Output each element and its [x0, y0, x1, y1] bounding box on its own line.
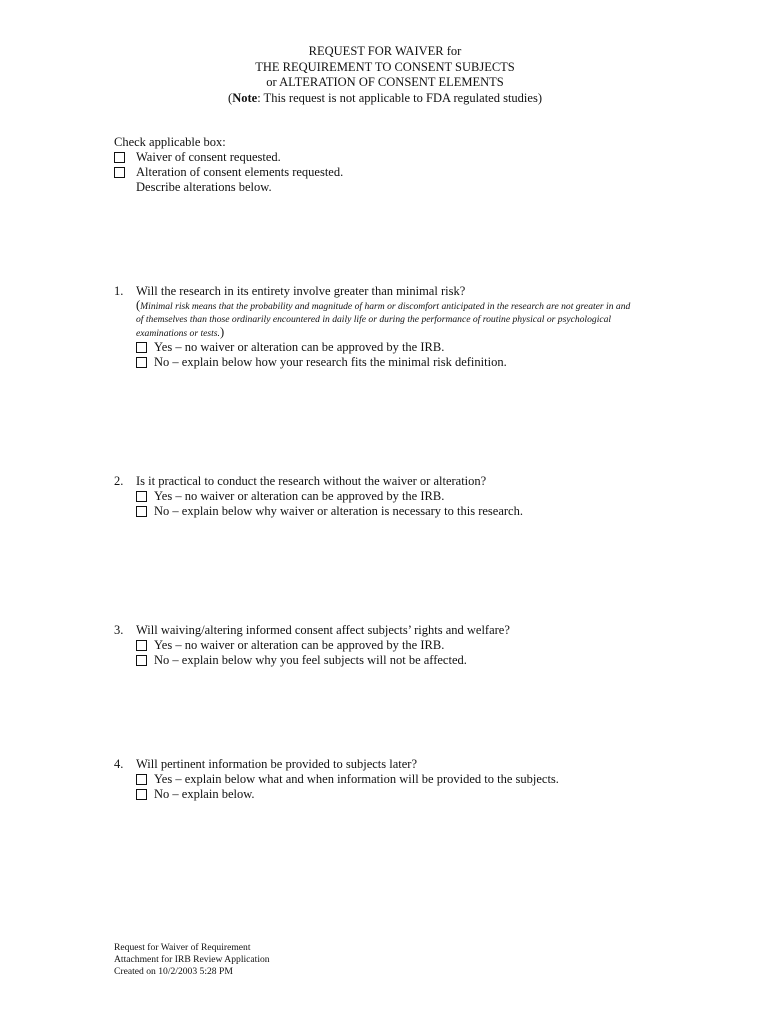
minimal-risk-note-line-2: of themselves than those ordinarily encountered in daily life or during the performance of routine physical or psychological — [136, 314, 612, 325]
question-4-number: 4. — [114, 757, 124, 771]
minimal-risk-note-line-1: (Minimal risk means that the probability and magnitude of harm or discomfort anticipated in the research are not greater in and — [136, 298, 631, 312]
question-1-number: 1. — [114, 284, 124, 298]
describe-alterations-text: Describe alterations below. — [136, 180, 272, 194]
question-2-yes-checkbox[interactable] — [136, 491, 147, 502]
alteration-checkbox[interactable] — [114, 167, 125, 178]
header-note-open: ( — [228, 90, 233, 105]
header-note — [0, 91, 770, 107]
question-3-no-checkbox[interactable] — [136, 655, 147, 666]
title-line-1: REQUEST FOR WAIVER for — [308, 44, 462, 58]
question-1-yes-checkbox[interactable] — [136, 342, 147, 353]
question-3-yes-checkbox[interactable] — [136, 640, 147, 651]
footer-line-2: Attachment for IRB Review Application — [114, 954, 270, 965]
question-3-yes-label: Yes – no waiver or alteration can be approved by the IRB. — [154, 638, 445, 652]
minimal-risk-note-text-1: Minimal risk means that the probability and magnitude of harm or discomfort anticipated in the research are not greater in and — [140, 301, 631, 312]
question-4-text: Will pertinent information be provided to subjects later? — [136, 757, 418, 771]
document-footer — [114, 942, 270, 978]
waiver-label: Waiver of consent requested. — [136, 150, 281, 164]
question-1-no-label: No – explain below how your research fits the minimal risk definition. — [154, 355, 507, 369]
question-2-number: 2. — [114, 474, 124, 488]
question-4-yes-checkbox[interactable] — [136, 774, 147, 785]
question-3-number: 3. — [114, 623, 124, 637]
question-2-text: Is it practical to conduct the research without the waiver or alteration? — [136, 474, 487, 488]
question-2-yes-label: Yes – no waiver or alteration can be approved by the IRB. — [154, 489, 445, 503]
minimal-risk-note-text-3: examinations or tests. — [136, 328, 220, 339]
question-2-no-label: No – explain below why waiver or alteration is necessary to this research. — [154, 504, 523, 518]
question-1-text: Will the research in its entirety involve greater than minimal risk? — [136, 284, 466, 298]
question-2-no-checkbox[interactable] — [136, 506, 147, 517]
question-4-no-label: No – explain below. — [154, 787, 255, 801]
question-1-no-checkbox[interactable] — [136, 357, 147, 368]
question-3-no-label: No – explain below why you feel subjects will not be affected. — [154, 653, 467, 667]
question-1-yes-label: Yes – no waiver or alteration can be approved by the IRB. — [154, 340, 445, 354]
header-note-text: : This request is not applicable to FDA regulated studies) — [257, 90, 542, 105]
question-4-yes-label: Yes – explain below what and when information will be provided to the subjects. — [154, 772, 559, 786]
waiver-checkbox[interactable] — [114, 152, 125, 163]
minimal-risk-note-line-3: examinations or tests.) — [136, 325, 225, 339]
footer-line-3: Created on 10/2/2003 5:28 PM — [114, 966, 233, 977]
footer-line-1: Request for Waiver of Requirement — [114, 942, 251, 953]
question-3-text: Will waiving/altering informed consent affect subjects’ rights and welfare? — [136, 623, 510, 637]
header-note-label: Note — [232, 90, 258, 105]
title-line-2: THE REQUIREMENT TO CONSENT SUBJECTS — [255, 59, 515, 74]
alteration-label: Alteration of consent elements requested. — [136, 165, 344, 179]
check-applicable-prompt: Check applicable box: — [114, 135, 226, 149]
document-header — [0, 44, 770, 106]
title-line-3: or ALTERATION OF CONSENT ELEMENTS — [266, 75, 504, 89]
question-4-no-checkbox[interactable] — [136, 789, 147, 800]
